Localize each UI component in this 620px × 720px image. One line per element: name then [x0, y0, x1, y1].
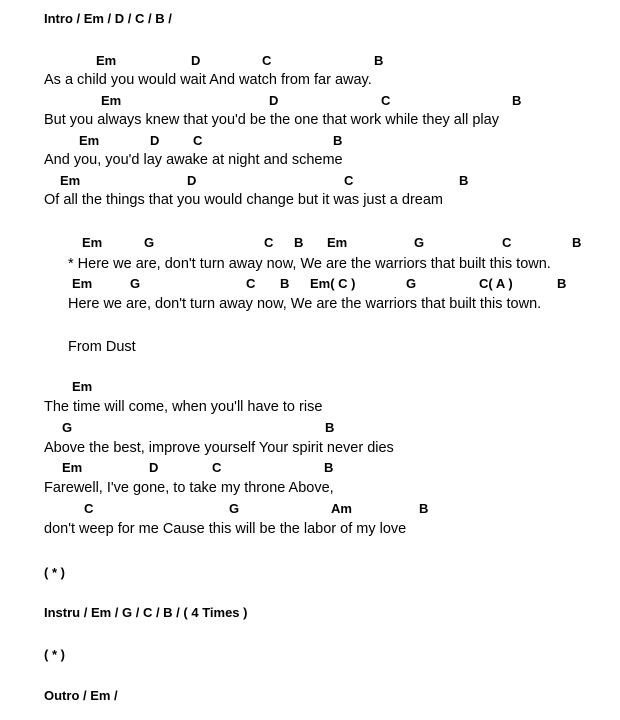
chord: C [381, 93, 391, 108]
chord: C [212, 460, 222, 475]
chord: C [193, 133, 203, 148]
chord: B [572, 235, 582, 250]
chord: B [459, 173, 469, 188]
lyric-line: But you always knew that you'd be the one that work while they all play [44, 112, 499, 128]
chord: G [406, 276, 417, 291]
chord: G [130, 276, 141, 291]
chord: C( A ) [479, 276, 513, 291]
chord: Am [331, 501, 352, 516]
lyric-line: And you, you'd lay awake at night and scheme [44, 152, 343, 168]
from-dust-label: From Dust [68, 339, 136, 355]
chord: B [325, 420, 335, 435]
chord: Em [96, 53, 117, 68]
instru-line: Instru / Em / G / C / B / ( 4 Times ) [44, 605, 248, 620]
chorus-reference: ( * ) [44, 565, 65, 580]
lyric-line: don't weep for me Cause this will be the labor of my love [44, 521, 407, 537]
chord: B [419, 501, 429, 516]
chord: D [269, 93, 279, 108]
chord: B [280, 276, 290, 291]
chord: Em [327, 235, 348, 250]
lyric-line: The time will come, when you'll have to rise [44, 399, 323, 415]
outro-line: Outro / Em / [44, 688, 118, 703]
chord: C [344, 173, 354, 188]
chord: Em [82, 235, 103, 250]
lyric-line: As a child you would wait And watch from far away. [44, 72, 372, 88]
chord: B [512, 93, 522, 108]
chord: D [191, 53, 201, 68]
chord: C [262, 53, 272, 68]
chord: G [144, 235, 155, 250]
chord: D [150, 133, 160, 148]
chord: B [333, 133, 343, 148]
chord: B [374, 53, 384, 68]
chord: G [414, 235, 425, 250]
intro-line: Intro / Em / D / C / B / [44, 11, 172, 26]
chord: Em [60, 173, 81, 188]
chord: C [246, 276, 256, 291]
chord: B [557, 276, 567, 291]
chord: B [324, 460, 334, 475]
chord: Em( C ) [310, 276, 356, 291]
chord: G [229, 501, 240, 516]
chord: Em [79, 133, 100, 148]
lyric-line: Farewell, I've gone, to take my throne Above, [44, 480, 334, 496]
chord: Em [72, 379, 93, 394]
chord: Em [101, 93, 122, 108]
chord: C [264, 235, 274, 250]
chord: Em [62, 460, 83, 475]
lyric-line: Above the best, improve yourself Your spirit never dies [44, 440, 394, 456]
chord: G [62, 420, 73, 435]
chord: D [149, 460, 159, 475]
chord: B [294, 235, 304, 250]
chorus-line: Here we are, don't turn away now, We are the warriors that built this town. [68, 296, 542, 312]
chord: Em [72, 276, 93, 291]
chord: C [84, 501, 94, 516]
chord: C [502, 235, 512, 250]
chord: D [187, 173, 197, 188]
chorus-reference: ( * ) [44, 647, 65, 662]
lyric-line: Of all the things that you would change but it was just a dream [44, 192, 443, 208]
chorus-line: * Here we are, don't turn away now, We are the warriors that built this town. [68, 256, 551, 272]
